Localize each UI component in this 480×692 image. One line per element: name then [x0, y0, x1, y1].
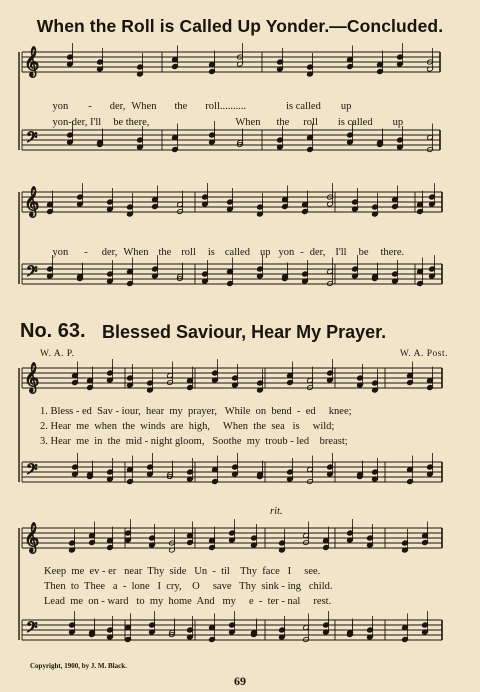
lyric-line-s1-a: yon - der, When the roll.......... is called up [52, 101, 352, 112]
treble-clef-icon: 𝄞 [24, 47, 40, 77]
lyricist-credit: W. A. P. [40, 349, 75, 359]
bass-clef-icon: 𝄢 [26, 263, 38, 284]
verse-2-line-b: Then to Thee a - lone I cry, O save Thy sink - ing child. [44, 581, 333, 592]
ritardando-mark: rit. [270, 506, 283, 517]
bass-clef-icon: 𝄢 [26, 129, 38, 150]
verse-1-line-b: Keep me ev - er near Thy side Un - til Thy face I see. [44, 566, 321, 577]
verse-2-line-a: 2. Hear me when the winds are high, When the sea is wild; [40, 421, 335, 432]
bass-clef-icon: 𝄢 [26, 619, 38, 640]
lyric-line-s1-b: yon-der, I'll be there, When the roll is called up [52, 117, 404, 128]
composer-credit: W. A. Post. [399, 349, 448, 359]
verse-3-line-b: Lead me on - ward to my home And my e - ter - nal rest. [44, 596, 332, 607]
lyric-line-s2: yon - der, When the roll is called up yon - der, I'll be there. [52, 247, 405, 258]
copyright-notice: Copyright, 1900, by J. M. Black. [30, 662, 127, 670]
song-title: Blessed Saviour, Hear My Prayer. [102, 322, 387, 342]
page-number: 69 [234, 674, 246, 688]
treble-clef-icon: 𝄞 [24, 523, 40, 553]
verse-3-line-a: 3. Hear me in the mid - night gloom, Soothe my troub - led breast; [40, 436, 348, 447]
treble-clef-icon: 𝄞 [24, 363, 40, 393]
verse-1-line-a: 1. Bless - ed Sav - iour, hear my prayer, While on bend - ed knee; [40, 406, 352, 417]
treble-clef-icon: 𝄞 [24, 187, 40, 217]
bass-clef-icon: 𝄢 [26, 461, 38, 482]
song-number: No. 63. [20, 320, 86, 342]
page-title: When the Roll is Called Up Yonder.—Concluded. [36, 16, 444, 36]
